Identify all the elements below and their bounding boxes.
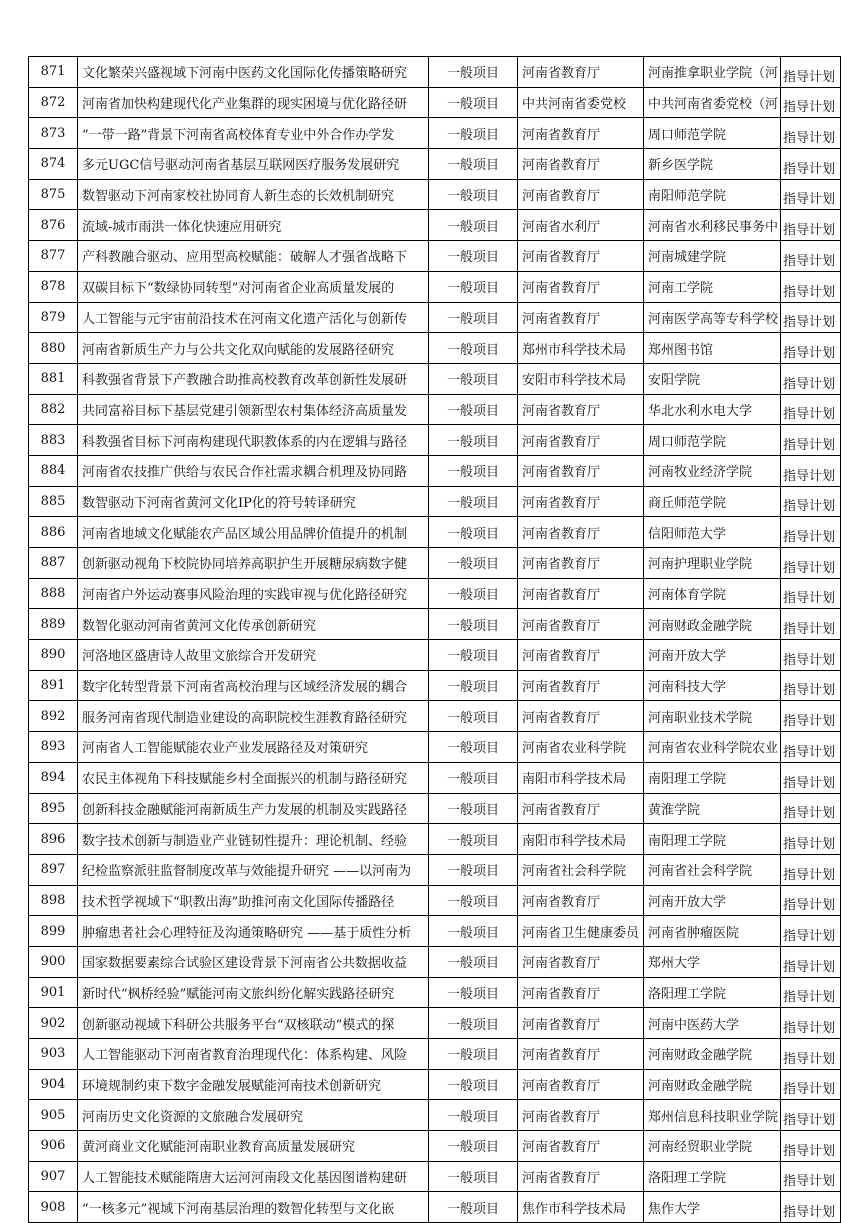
row-number: 906 [29,1131,78,1162]
project-type: 一般项目 [429,916,518,947]
project-type: 一般项目 [429,363,518,394]
plan-category: 指导计划 [781,425,841,456]
plan-category: 指导计划 [781,241,841,272]
plan-category: 指导计划 [781,946,841,977]
project-type: 一般项目 [429,1008,518,1039]
row-number: 896 [29,824,78,855]
project-type: 一般项目 [429,517,518,548]
row-number: 893 [29,732,78,763]
table-row [29,1100,841,1131]
host-organization: 河南省水利移民事务中 [644,210,781,241]
supervising-department: 河南省教育厅 [518,394,644,425]
table-row [29,425,841,456]
project-type: 一般项目 [429,1192,518,1223]
row-number: 877 [29,241,78,272]
plan-category: 指导计划 [781,363,841,394]
supervising-department: 河南省教育厅 [518,578,644,609]
plan-category: 指导计划 [781,118,841,149]
project-type: 一般项目 [429,57,518,88]
row-number: 886 [29,517,78,548]
supervising-department: 河南省教育厅 [518,670,644,701]
plan-category: 指导计划 [781,271,841,302]
host-organization: 南阳理工学院 [644,824,781,855]
project-title: 黄河商业文化赋能河南职业教育高质量发展研究 [78,1131,429,1162]
supervising-department: 河南省教育厅 [518,302,644,333]
host-organization: 洛阳理工学院 [644,977,781,1008]
host-organization: 河南财政金融学院 [644,1039,781,1070]
table-row [29,333,841,364]
row-number: 908 [29,1192,78,1223]
project-type: 一般项目 [429,179,518,210]
table-row [29,1008,841,1039]
row-number: 901 [29,977,78,1008]
supervising-department: 河南省教育厅 [518,946,644,977]
table-row [29,1131,841,1162]
table-row [29,1039,841,1070]
plan-category: 指导计划 [781,548,841,579]
table-row [29,578,841,609]
project-title: 技术哲学视域下“职教出海”助推河南文化国际传播路径 [78,885,429,916]
table-row [29,762,841,793]
project-title: 纪检监察派驻监督制度改革与效能提升研究 ——以河南为 [78,854,429,885]
plan-category: 指导计划 [781,916,841,947]
table-row [29,271,841,302]
project-title: 河南省人工智能赋能农业产业发展路径及对策研究 [78,732,429,763]
row-number: 883 [29,425,78,456]
row-number: 902 [29,1008,78,1039]
project-title: 流域-城市雨洪一体化快速应用研究 [78,210,429,241]
host-organization: 信阳师范大学 [644,517,781,548]
table-row [29,977,841,1008]
project-type: 一般项目 [429,793,518,824]
project-title: 数字技术创新与制造业产业链韧性提升：理论机制、经验 [78,824,429,855]
table-row [29,854,841,885]
supervising-department: 河南省教育厅 [518,1161,644,1192]
plan-category: 指导计划 [781,762,841,793]
project-type: 一般项目 [429,149,518,180]
row-number: 878 [29,271,78,302]
host-organization: 南阳理工学院 [644,762,781,793]
table-row [29,640,841,671]
plan-category: 指导计划 [781,1069,841,1100]
project-type: 一般项目 [429,609,518,640]
supervising-department: 河南省教育厅 [518,793,644,824]
table-row [29,1069,841,1100]
project-type: 一般项目 [429,87,518,118]
plan-category: 指导计划 [781,609,841,640]
table-row [29,57,841,88]
supervising-department: 河南省教育厅 [518,517,644,548]
project-title: 产科教融合驱动、应用型高校赋能：破解人才强省战略下 [78,241,429,272]
row-number: 894 [29,762,78,793]
table-row [29,118,841,149]
row-number: 907 [29,1161,78,1192]
project-title: 数智驱动下河南家校社协同育人新生态的长效机制研究 [78,179,429,210]
supervising-department: 河南省教育厅 [518,977,644,1008]
supervising-department: 河南省教育厅 [518,486,644,517]
row-number: 882 [29,394,78,425]
supervising-department: 中共河南省委党校 [518,87,644,118]
table-row [29,517,841,548]
document-page [28,56,841,1223]
table-row [29,302,841,333]
project-title: 国家数据要素综合试验区建设背景下河南省公共数据收益 [78,946,429,977]
plan-category: 指导计划 [781,793,841,824]
project-title: “一带一路”背景下河南省高校体育专业中外合作办学发 [78,118,429,149]
row-number: 892 [29,701,78,732]
supervising-department: 河南省教育厅 [518,609,644,640]
table-row [29,916,841,947]
host-organization: 河南省农业科学院农业 [644,732,781,763]
project-title: 创新驱动视角下校院协同培养高职护生开展糖尿病数字健 [78,548,429,579]
project-type: 一般项目 [429,394,518,425]
table-row [29,179,841,210]
host-organization: 河南科技大学 [644,670,781,701]
supervising-department: 安阳市科学技术局 [518,363,644,394]
project-type: 一般项目 [429,271,518,302]
table-row [29,210,841,241]
table-row [29,701,841,732]
project-title: 共同富裕目标下基层党建引领新型农村集体经济高质量发 [78,394,429,425]
row-number: 875 [29,179,78,210]
table-row [29,87,841,118]
table-row [29,455,841,486]
table-row [29,363,841,394]
host-organization: 黄淮学院 [644,793,781,824]
row-number: 904 [29,1069,78,1100]
table-row [29,824,841,855]
plan-category: 指导计划 [781,670,841,701]
project-title: “一核多元”视域下河南基层治理的数智化转型与文化嵌 [78,1192,429,1223]
project-type: 一般项目 [429,118,518,149]
host-organization: 安阳学院 [644,363,781,394]
row-number: 871 [29,57,78,88]
project-title: 数字化转型背景下河南省高校治理与区域经济发展的耦合 [78,670,429,701]
host-organization: 河南开放大学 [644,640,781,671]
project-type: 一般项目 [429,732,518,763]
project-type: 一般项目 [429,1039,518,1070]
host-organization: 洛阳理工学院 [644,1161,781,1192]
row-number: 885 [29,486,78,517]
project-title: 河南历史文化资源的文旅融合发展研究 [78,1100,429,1131]
host-organization: 河南职业技术学院 [644,701,781,732]
supervising-department: 河南省教育厅 [518,57,644,88]
row-number: 895 [29,793,78,824]
supervising-department: 河南省教育厅 [518,455,644,486]
row-number: 887 [29,548,78,579]
project-title: 河洛地区盛唐诗人故里文旅综合开发研究 [78,640,429,671]
plan-category: 指导计划 [781,486,841,517]
plan-category: 指导计划 [781,854,841,885]
plan-category: 指导计划 [781,149,841,180]
project-type: 一般项目 [429,824,518,855]
supervising-department: 河南省教育厅 [518,241,644,272]
row-number: 898 [29,885,78,916]
plan-category: 指导计划 [781,640,841,671]
plan-category: 指导计划 [781,701,841,732]
supervising-department: 河南省教育厅 [518,548,644,579]
plan-category: 指导计划 [781,1100,841,1131]
host-organization: 河南开放大学 [644,885,781,916]
row-number: 903 [29,1039,78,1070]
project-type: 一般项目 [429,302,518,333]
row-number: 873 [29,118,78,149]
row-number: 891 [29,670,78,701]
project-title: 双碳目标下“数绿协同转型”对河南省企业高质量发展的 [78,271,429,302]
project-type: 一般项目 [429,455,518,486]
host-organization: 河南推拿职业学院（河 [644,57,781,88]
host-organization: 华北水利水电大学 [644,394,781,425]
table-body [29,57,841,1223]
host-organization: 南阳师范学院 [644,179,781,210]
project-type: 一般项目 [429,1161,518,1192]
table-row [29,548,841,579]
plan-category: 指导计划 [781,1039,841,1070]
host-organization: 河南省肿瘤医院 [644,916,781,947]
project-title: 文化繁荣兴盛视域下河南中医药文化国际化传播策略研究 [78,57,429,88]
project-type: 一般项目 [429,486,518,517]
table-row [29,609,841,640]
project-title: 河南省地域文化赋能农产品区域公用品牌价值提升的机制 [78,517,429,548]
supervising-department: 河南省教育厅 [518,1131,644,1162]
table-row [29,670,841,701]
host-organization: 河南经贸职业学院 [644,1131,781,1162]
supervising-department: 河南省教育厅 [518,179,644,210]
project-title: 服务河南省现代制造业建设的高职院校生涯教育路径研究 [78,701,429,732]
plan-category: 指导计划 [781,179,841,210]
host-organization: 周口师范学院 [644,118,781,149]
row-number: 884 [29,455,78,486]
project-type: 一般项目 [429,1069,518,1100]
supervising-department: 河南省教育厅 [518,425,644,456]
host-organization: 河南医学高等专科学校 [644,302,781,333]
row-number: 889 [29,609,78,640]
supervising-department: 河南省教育厅 [518,640,644,671]
project-type: 一般项目 [429,701,518,732]
project-type: 一般项目 [429,885,518,916]
row-number: 900 [29,946,78,977]
host-organization: 河南牧业经济学院 [644,455,781,486]
project-title: 环境规制约束下数字金融发展赋能河南技术创新研究 [78,1069,429,1100]
row-number: 905 [29,1100,78,1131]
project-type: 一般项目 [429,210,518,241]
row-number: 899 [29,916,78,947]
table-row [29,241,841,272]
table-row [29,1192,841,1223]
table-row [29,1161,841,1192]
project-type: 一般项目 [429,1100,518,1131]
plan-category: 指导计划 [781,302,841,333]
project-type: 一般项目 [429,670,518,701]
project-type: 一般项目 [429,977,518,1008]
table-row [29,149,841,180]
supervising-department: 南阳市科学技术局 [518,824,644,855]
host-organization: 河南体育学院 [644,578,781,609]
supervising-department: 河南省教育厅 [518,1008,644,1039]
supervising-department: 河南省卫生健康委员 [518,916,644,947]
project-title: 创新科技金融赋能河南新质生产力发展的机制及实践路径 [78,793,429,824]
row-number: 888 [29,578,78,609]
project-title: 人工智能与元宇宙前沿技术在河南文化遗产活化与创新传 [78,302,429,333]
host-organization: 新乡医学院 [644,149,781,180]
host-organization: 河南中医药大学 [644,1008,781,1039]
row-number: 897 [29,854,78,885]
supervising-department: 河南省水利厅 [518,210,644,241]
project-title: 农民主体视角下科技赋能乡村全面振兴的机制与路径研究 [78,762,429,793]
project-type: 一般项目 [429,425,518,456]
host-organization: 焦作大学 [644,1192,781,1223]
plan-category: 指导计划 [781,87,841,118]
project-title: 河南省新质生产力与公共文化双向赋能的发展路径研究 [78,333,429,364]
project-title: 多元UGC信号驱动河南省基层互联网医疗服务发展研究 [78,149,429,180]
plan-category: 指导计划 [781,517,841,548]
project-title: 科教强省背景下产教融合助推高校教育改革创新性发展研 [78,363,429,394]
supervising-department: 河南省农业科学院 [518,732,644,763]
supervising-department: 河南省社会科学院 [518,854,644,885]
project-type: 一般项目 [429,548,518,579]
host-organization: 河南省社会科学院 [644,854,781,885]
host-organization: 河南护理职业学院 [644,548,781,579]
project-title: 河南省农技推广供给与农民合作社需求耦合机理及协同路 [78,455,429,486]
project-type: 一般项目 [429,578,518,609]
supervising-department: 河南省教育厅 [518,271,644,302]
project-type: 一般项目 [429,640,518,671]
supervising-department: 河南省教育厅 [518,1039,644,1070]
plan-category: 指导计划 [781,578,841,609]
project-title: 河南省户外运动赛事风险治理的实践审视与优化路径研究 [78,578,429,609]
plan-category: 指导计划 [781,455,841,486]
supervising-department: 河南省教育厅 [518,1100,644,1131]
project-title: 河南省加快构建现代化产业集群的现实困境与优化路径研 [78,87,429,118]
project-title: 数智化驱动河南省黄河文化传承创新研究 [78,609,429,640]
plan-category: 指导计划 [781,394,841,425]
supervising-department: 焦作市科学技术局 [518,1192,644,1223]
project-title: 创新驱动视域下科研公共服务平台“双核联动”模式的探 [78,1008,429,1039]
project-type: 一般项目 [429,854,518,885]
row-number: 874 [29,149,78,180]
host-organization: 郑州大学 [644,946,781,977]
host-organization: 周口师范学院 [644,425,781,456]
plan-category: 指导计划 [781,885,841,916]
plan-category: 指导计划 [781,57,841,88]
plan-category: 指导计划 [781,824,841,855]
project-title: 数智驱动下河南省黄河文化IP化的符号转译研究 [78,486,429,517]
supervising-department: 南阳市科学技术局 [518,762,644,793]
supervising-department: 河南省教育厅 [518,885,644,916]
project-title: 新时代“枫桥经验”赋能河南文旅纠纷化解实践路径研究 [78,977,429,1008]
table-row [29,793,841,824]
row-number: 880 [29,333,78,364]
row-number: 876 [29,210,78,241]
host-organization: 郑州信息科技职业学院 [644,1100,781,1131]
project-type: 一般项目 [429,762,518,793]
plan-category: 指导计划 [781,333,841,364]
project-title: 人工智能技术赋能隋唐大运河河南段文化基因图谱构建研 [78,1161,429,1192]
host-organization: 中共河南省委党校（河 [644,87,781,118]
row-number: 879 [29,302,78,333]
project-title: 肿瘤患者社会心理特征及沟通策略研究 ——基于质性分析 [78,916,429,947]
supervising-department: 河南省教育厅 [518,149,644,180]
project-type: 一般项目 [429,333,518,364]
host-organization: 商丘师范学院 [644,486,781,517]
plan-category: 指导计划 [781,1161,841,1192]
project-type: 一般项目 [429,946,518,977]
host-organization: 郑州图书馆 [644,333,781,364]
project-type: 一般项目 [429,1131,518,1162]
plan-category: 指导计划 [781,732,841,763]
plan-category: 指导计划 [781,1192,841,1223]
supervising-department: 河南省教育厅 [518,701,644,732]
table-row [29,885,841,916]
table-row [29,732,841,763]
supervising-department: 河南省教育厅 [518,1069,644,1100]
table-row [29,486,841,517]
project-table [28,56,841,1223]
row-number: 881 [29,363,78,394]
project-title: 科教强省目标下河南构建现代职教体系的内在逻辑与路径 [78,425,429,456]
plan-category: 指导计划 [781,977,841,1008]
supervising-department: 河南省教育厅 [518,118,644,149]
host-organization: 河南工学院 [644,271,781,302]
table-row [29,394,841,425]
plan-category: 指导计划 [781,1131,841,1162]
host-organization: 河南财政金融学院 [644,609,781,640]
row-number: 872 [29,87,78,118]
project-type: 一般项目 [429,241,518,272]
plan-category: 指导计划 [781,210,841,241]
host-organization: 河南财政金融学院 [644,1069,781,1100]
supervising-department: 郑州市科学技术局 [518,333,644,364]
plan-category: 指导计划 [781,1008,841,1039]
table-row [29,946,841,977]
host-organization: 河南城建学院 [644,241,781,272]
project-title: 人工智能驱动下河南省教育治理现代化：体系构建、风险 [78,1039,429,1070]
row-number: 890 [29,640,78,671]
